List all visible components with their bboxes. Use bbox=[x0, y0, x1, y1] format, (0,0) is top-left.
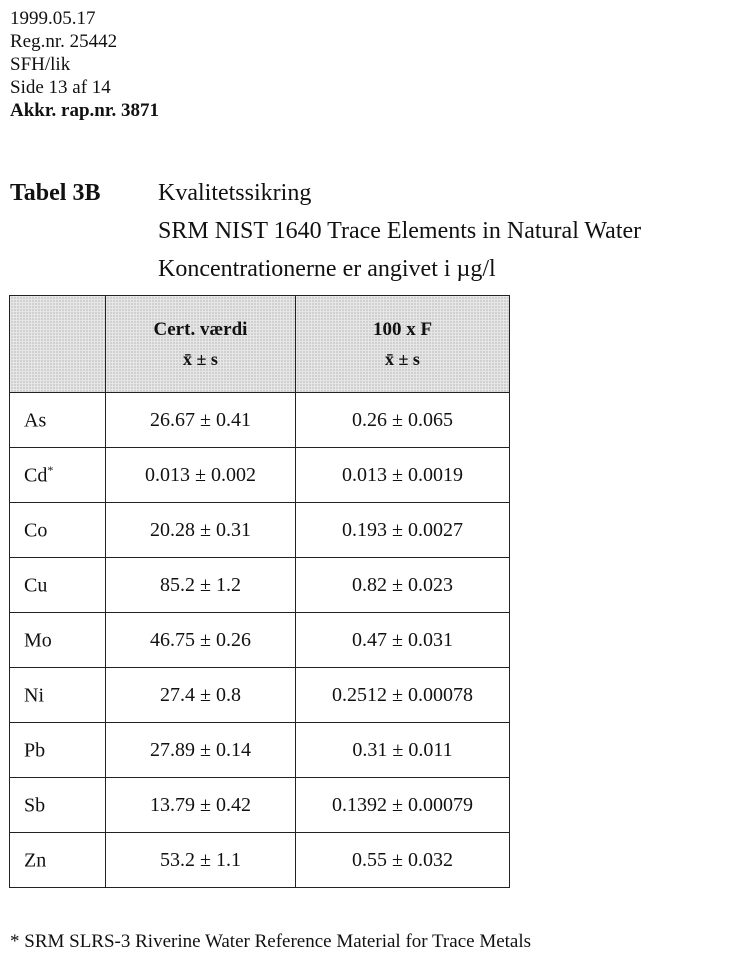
f-value-cell: 0.013 ± 0.0019 bbox=[296, 448, 510, 503]
f-value-cell: 0.2512 ± 0.00078 bbox=[296, 668, 510, 723]
element-symbol: Cu bbox=[24, 574, 48, 597]
header-cert-title: Cert. værdi bbox=[153, 318, 248, 340]
header-cell-element bbox=[10, 296, 106, 393]
table-row bbox=[10, 723, 510, 778]
element-symbol: Ni bbox=[24, 684, 44, 707]
table-row bbox=[10, 558, 510, 613]
table-label: Tabel 3B bbox=[10, 180, 101, 206]
cert-value-cell: 27.4 ± 0.8 bbox=[106, 668, 296, 723]
caption-subtitle: SRM NIST 1640 Trace Elements in Natural Water bbox=[158, 218, 642, 244]
element-cell bbox=[10, 448, 106, 503]
header-cell-cert bbox=[106, 296, 296, 393]
element-cell bbox=[10, 833, 106, 888]
header-initials: SFH/lik bbox=[10, 54, 71, 75]
header-reg-number: Reg.nr. 25442 bbox=[10, 31, 118, 52]
table-row bbox=[10, 393, 510, 448]
caption-units: Koncentrationerne er angivet i µg/l bbox=[158, 256, 496, 282]
element-cell bbox=[10, 613, 106, 668]
table-header-row bbox=[10, 296, 510, 393]
table-row bbox=[10, 613, 510, 668]
element-symbol: Cd bbox=[24, 464, 48, 487]
header-page-number: Side 13 af 14 bbox=[10, 77, 111, 98]
f-value-cell: 0.82 ± 0.023 bbox=[296, 558, 510, 613]
element-symbol: Zn bbox=[24, 849, 47, 872]
element-cell bbox=[10, 778, 106, 833]
element-cell bbox=[10, 723, 106, 778]
header-f-sub: x̄ ± s bbox=[385, 348, 420, 369]
quality-assurance-table bbox=[9, 295, 510, 888]
footnote: * SRM SLRS-3 Riverine Water Reference Material for Trace Metals bbox=[10, 931, 532, 952]
cert-value-cell: 53.2 ± 1.1 bbox=[106, 833, 296, 888]
f-value-cell: 0.47 ± 0.031 bbox=[296, 613, 510, 668]
f-value-cell: 0.1392 ± 0.00079 bbox=[296, 778, 510, 833]
header-cert-sub: x̄ ± s bbox=[183, 348, 218, 369]
table-row bbox=[10, 503, 510, 558]
element-cell bbox=[10, 668, 106, 723]
element-cell bbox=[10, 393, 106, 448]
cert-value-cell: 13.79 ± 0.42 bbox=[106, 778, 296, 833]
header-date: 1999.05.17 bbox=[10, 8, 96, 29]
caption-title: Kvalitetssikring bbox=[158, 180, 312, 206]
document-header bbox=[10, 7, 159, 122]
table-row bbox=[10, 448, 510, 503]
table-row bbox=[10, 833, 510, 888]
element-symbol: As bbox=[24, 409, 47, 432]
f-value-cell: 0.193 ± 0.0027 bbox=[296, 503, 510, 558]
footnote-mark: * bbox=[47, 462, 54, 477]
element-symbol: Co bbox=[24, 519, 48, 542]
element-cell bbox=[10, 503, 106, 558]
f-value-cell: 0.55 ± 0.032 bbox=[296, 833, 510, 888]
table-body bbox=[10, 296, 510, 888]
f-value-cell: 0.31 ± 0.011 bbox=[296, 723, 510, 778]
f-value-cell: 0.26 ± 0.065 bbox=[296, 393, 510, 448]
header-cell-f bbox=[296, 296, 510, 393]
header-accreditation-report: Akkr. rap.nr. 3871 bbox=[10, 100, 160, 121]
element-symbol: Sb bbox=[24, 794, 46, 817]
cert-value-cell: 85.2 ± 1.2 bbox=[106, 558, 296, 613]
table-row bbox=[10, 778, 510, 833]
element-symbol: Mo bbox=[24, 629, 52, 652]
cert-value-cell: 26.67 ± 0.41 bbox=[106, 393, 296, 448]
cert-value-cell: 0.013 ± 0.002 bbox=[106, 448, 296, 503]
cert-value-cell: 20.28 ± 0.31 bbox=[106, 503, 296, 558]
cert-value-cell: 27.89 ± 0.14 bbox=[106, 723, 296, 778]
table-row bbox=[10, 668, 510, 723]
header-f-title: 100 x F bbox=[372, 318, 433, 340]
element-cell bbox=[10, 558, 106, 613]
element-symbol: Pb bbox=[24, 739, 46, 762]
cert-value-cell: 46.75 ± 0.26 bbox=[106, 613, 296, 668]
